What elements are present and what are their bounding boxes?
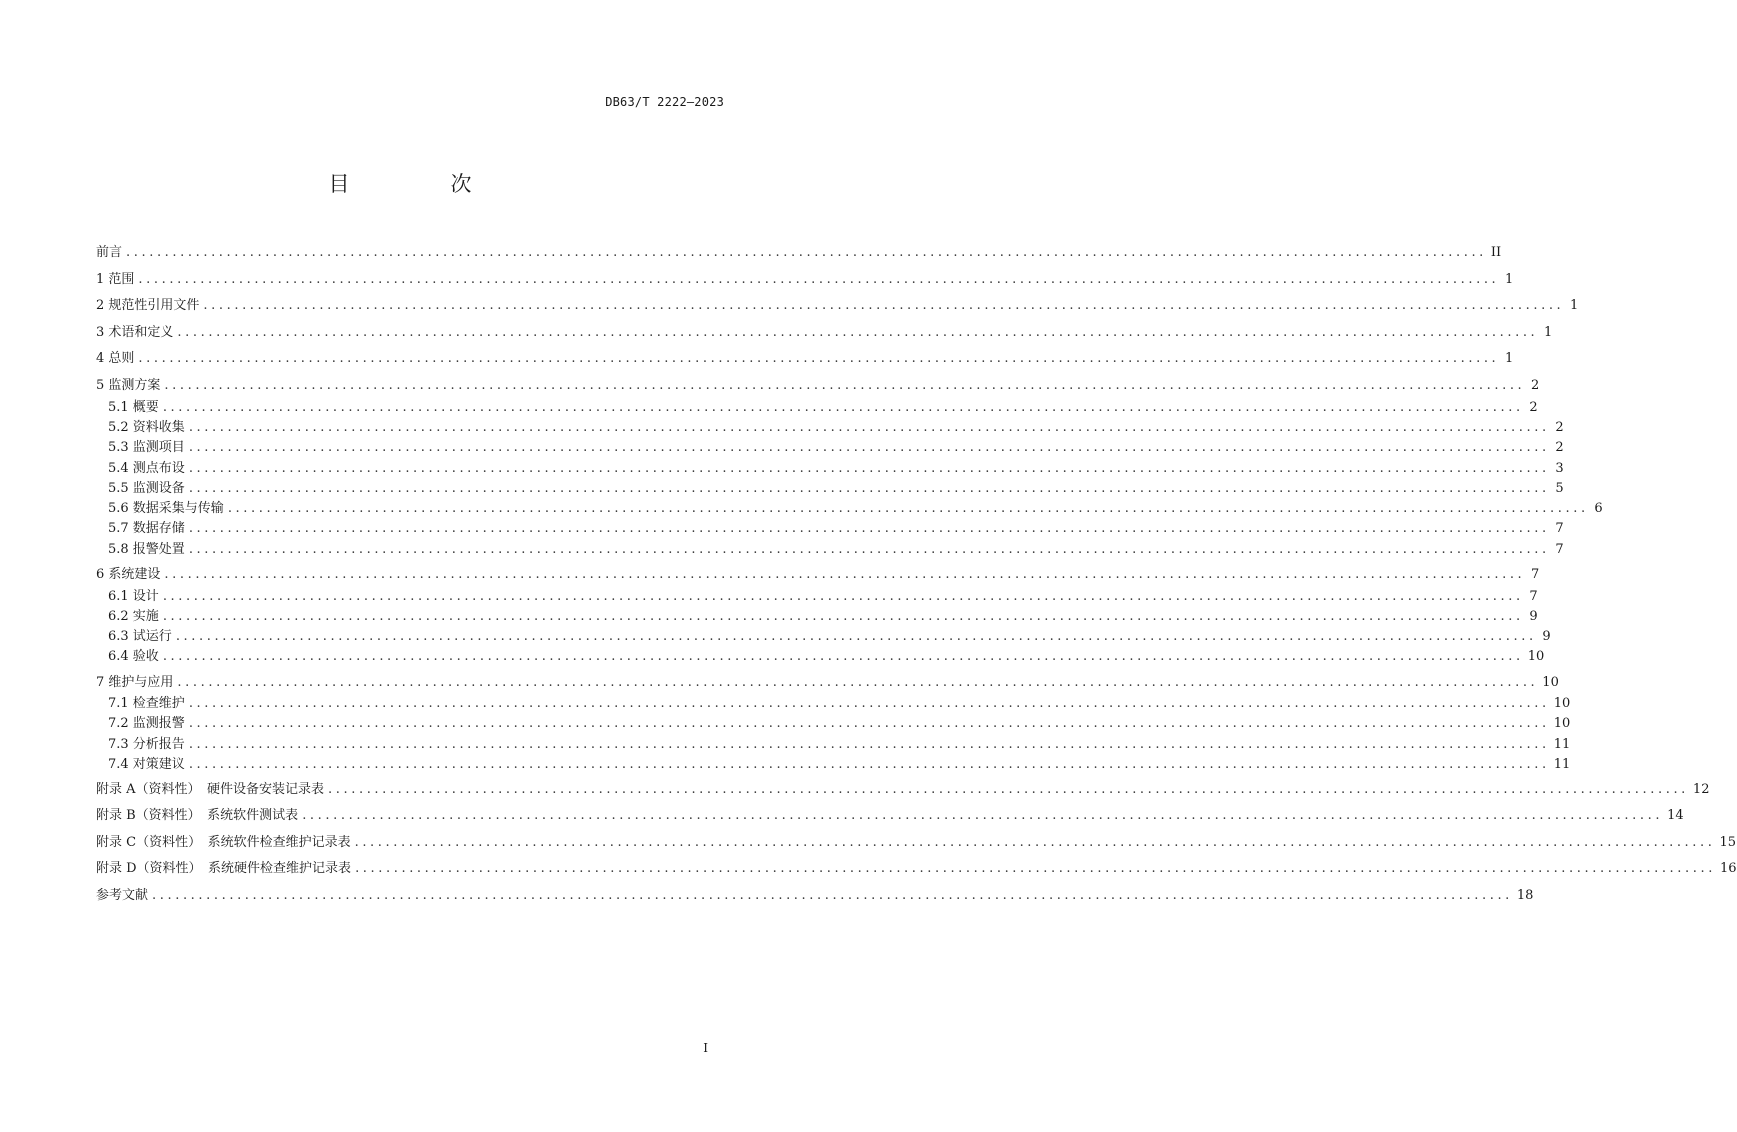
toc-entry-label: 7.4 对策建议 xyxy=(108,757,185,772)
toc-entry-label: 参考文献 xyxy=(96,888,149,903)
toc-entry-page: 1 xyxy=(1505,272,1514,287)
dot-leader: ................................................................................................................................................................................ xyxy=(126,245,1487,260)
toc-entry-page: 7 xyxy=(1531,567,1540,582)
toc-entry-label: 6.2 实施 xyxy=(108,609,159,624)
toc-entry-page: 10 xyxy=(1553,696,1571,711)
dot-leader: ................................................................................................................................................................................ xyxy=(188,481,1550,496)
toc-entry-label: 附录 D（资料性） 系统硬件检查维护记录表 xyxy=(96,861,352,876)
toc-entry-page: 1 xyxy=(1570,298,1579,313)
page-number: I xyxy=(703,1041,708,1055)
toc-entry-page: 18 xyxy=(1516,888,1534,903)
dot-leader: ................................................................................................................................................................................ xyxy=(162,589,1524,604)
toc-entry-label: 5.7 数据存储 xyxy=(108,521,185,536)
toc-entry-page: 7 xyxy=(1555,542,1564,557)
toc-title: 目 次 xyxy=(328,172,512,196)
toc-entry[interactable] xyxy=(96,807,1684,825)
toc-entry-page: 3 xyxy=(1555,461,1564,476)
toc-entry-label: 4 总则 xyxy=(96,351,135,366)
toc-entry-page: II xyxy=(1490,245,1502,260)
dot-leader: ................................................................................................................................................................................ xyxy=(162,609,1524,624)
toc-entry[interactable] xyxy=(96,566,1540,584)
toc-entry-page: 5 xyxy=(1555,481,1564,496)
toc-subentry[interactable] xyxy=(96,399,1538,417)
dot-leader: ................................................................................................................................................................................ xyxy=(164,567,1526,582)
toc-entry-page: 2 xyxy=(1529,400,1538,415)
toc-subentry[interactable] xyxy=(96,736,1571,754)
toc-entry-page: 9 xyxy=(1529,609,1538,624)
toc-entry-label: 5.8 报警处置 xyxy=(108,542,185,557)
toc-entry-page: 10 xyxy=(1542,675,1559,690)
toc-entry-label: 7.2 监测报警 xyxy=(108,716,185,731)
toc-entry-label: 5.2 资料收集 xyxy=(108,420,185,435)
toc-entry-label: 3 术语和定义 xyxy=(96,325,174,340)
toc-subentry[interactable] xyxy=(96,588,1538,606)
toc-entry[interactable] xyxy=(96,860,1737,878)
toc-entry[interactable] xyxy=(96,271,1514,289)
dot-leader: ................................................................................................................................................................................ xyxy=(188,420,1550,435)
dot-leader: ................................................................................................................................................................................ xyxy=(175,629,1537,644)
toc-subentry[interactable] xyxy=(96,715,1571,733)
toc-subentry[interactable] xyxy=(96,419,1564,437)
toc-entry-page: 15 xyxy=(1719,835,1737,850)
toc-subentry[interactable] xyxy=(96,695,1571,713)
toc-entry-label: 5.4 测点布设 xyxy=(108,461,185,476)
toc-entry-label: 5.5 监测设备 xyxy=(108,481,185,496)
toc-entry-label: 6 系统建设 xyxy=(96,567,161,582)
toc-entry[interactable] xyxy=(96,244,1502,262)
toc-entry-page: 2 xyxy=(1531,378,1540,393)
dot-leader: ................................................................................................................................................................................ xyxy=(152,888,1513,903)
dot-leader: ................................................................................................................................................................................ xyxy=(328,782,1689,797)
toc-entry-label: 5 监测方案 xyxy=(96,378,161,393)
dot-leader: ................................................................................................................................................................................ xyxy=(164,378,1526,393)
toc-entry-label: 7 维护与应用 xyxy=(96,675,174,690)
dot-leader: ................................................................................................................................................................................ xyxy=(138,351,1500,366)
toc-entry-label: 6.4 验收 xyxy=(108,649,159,664)
toc-entry-page: 2 xyxy=(1555,440,1564,455)
toc-entry-label: 1 范围 xyxy=(96,272,135,287)
dot-leader: ................................................................................................................................................................................ xyxy=(188,440,1550,455)
toc-subentry[interactable] xyxy=(96,460,1564,478)
dot-leader: ................................................................................................................................................................................ xyxy=(188,696,1550,711)
dot-leader: ................................................................................................................................................................................ xyxy=(138,272,1500,287)
toc-entry[interactable] xyxy=(96,377,1540,395)
toc-entry-label: 7.3 分析报告 xyxy=(108,737,185,752)
toc-entry[interactable] xyxy=(96,297,1579,315)
toc-entry-page: 12 xyxy=(1692,782,1710,797)
toc-entry-page: 1 xyxy=(1505,351,1514,366)
toc-entry-page: 7 xyxy=(1555,521,1564,536)
toc-entry-label: 5.6 数据采集与传输 xyxy=(108,501,224,516)
toc-entry-label: 前言 xyxy=(96,245,123,260)
toc-subentry[interactable] xyxy=(96,439,1564,457)
toc-entry-page: 10 xyxy=(1553,716,1571,731)
toc-entry-page: 11 xyxy=(1553,737,1571,752)
toc-entry-label: 附录 A（资料性） 硬件设备安装记录表 xyxy=(96,782,325,797)
dot-leader: ................................................................................................................................................................................ xyxy=(203,298,1565,313)
toc-entry[interactable] xyxy=(96,350,1514,368)
toc-subentry[interactable] xyxy=(96,628,1551,646)
dot-leader: ................................................................................................................................................................................ xyxy=(177,325,1539,340)
toc-entry-page: 14 xyxy=(1667,808,1684,823)
dot-leader: ................................................................................................................................................................................ xyxy=(177,675,1539,690)
dot-leader: ................................................................................................................................................................................ xyxy=(188,521,1550,536)
toc-entry-page: 1 xyxy=(1544,325,1553,340)
dot-leader: ................................................................................................................................................................................ xyxy=(188,757,1550,772)
dot-leader: ................................................................................................................................................................................ xyxy=(354,835,1716,850)
toc-entry[interactable] xyxy=(96,887,1534,905)
dot-leader: ................................................................................................................................................................................ xyxy=(188,542,1550,557)
toc-entry-label: 7.1 检查维护 xyxy=(108,696,185,711)
dot-leader: ................................................................................................................................................................................ xyxy=(162,649,1524,664)
toc-entry-page: 6 xyxy=(1594,501,1603,516)
dot-leader: ................................................................................................................................................................................ xyxy=(188,461,1550,476)
toc-entry-page: 11 xyxy=(1553,757,1571,772)
toc-subentry[interactable] xyxy=(96,520,1564,538)
toc-entry-page: 2 xyxy=(1555,420,1564,435)
toc-entry-page: 10 xyxy=(1527,649,1545,664)
toc-entry-label: 6.3 试运行 xyxy=(108,629,172,644)
toc-entry[interactable] xyxy=(96,781,1710,799)
dot-leader: ................................................................................................................................................................................ xyxy=(227,501,1589,516)
toc-entry-label: 2 规范性引用文件 xyxy=(96,298,200,313)
toc-entry-page: 16 xyxy=(1719,861,1737,876)
toc-entry-label: 附录 B（资料性） 系统软件测试表 xyxy=(96,808,299,823)
toc-entry[interactable] xyxy=(96,674,1559,692)
dot-leader: ................................................................................................................................................................................ xyxy=(302,808,1664,823)
toc-subentry[interactable] xyxy=(96,541,1564,559)
dot-leader: ................................................................................................................................................................................ xyxy=(162,400,1524,415)
toc-subentry[interactable] xyxy=(96,608,1538,626)
toc-subentry[interactable] xyxy=(96,648,1545,666)
toc-entry-label: 5.1 概要 xyxy=(108,400,159,415)
toc-subentry[interactable] xyxy=(96,480,1564,498)
dot-leader: ................................................................................................................................................................................ xyxy=(188,737,1550,752)
dot-leader: ................................................................................................................................................................................ xyxy=(188,716,1550,731)
toc-entry-page: 9 xyxy=(1542,629,1551,644)
toc-entry-label: 6.1 设计 xyxy=(108,589,159,604)
toc-entry-label: 5.3 监测项目 xyxy=(108,440,185,455)
toc-entry[interactable] xyxy=(96,834,1737,852)
toc-subentry[interactable] xyxy=(96,756,1571,774)
dot-leader: ................................................................................................................................................................................ xyxy=(355,861,1716,876)
toc-subentry[interactable] xyxy=(96,500,1603,518)
document-code: DB63/T 2222—2023 xyxy=(605,95,724,109)
toc-entry[interactable] xyxy=(96,324,1553,342)
toc-entry-page: 7 xyxy=(1529,589,1538,604)
toc-entry-label: 附录 C（资料性） 系统软件检查维护记录表 xyxy=(96,835,351,850)
